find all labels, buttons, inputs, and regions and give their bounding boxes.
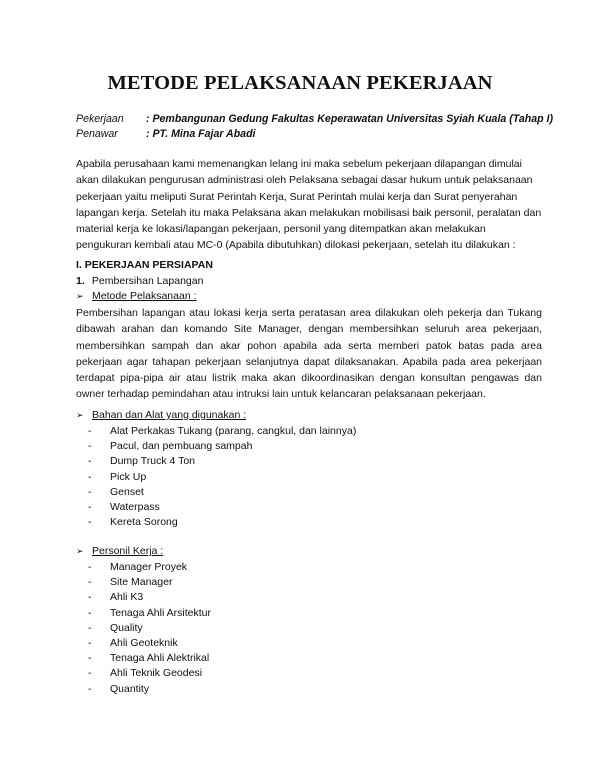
personil-list [88, 560, 211, 697]
list-item: - Pick Up [88, 470, 147, 483]
list-item: - Site Manager [88, 576, 173, 589]
list-item: - Ahli Geoteknik [88, 636, 178, 649]
section-heading: I. PEKERJAAN PERSIAPAN [76, 259, 213, 271]
list-item: - Ahli Teknik Geodesi [88, 667, 203, 680]
subsection-number: 1. [76, 275, 85, 287]
subsection-heading [76, 275, 203, 287]
bahan-label: Bahan dan Alat yang digunakan : [92, 409, 247, 421]
list-item: - Pacul, dan pembuang sampah [88, 440, 253, 453]
arrow-bullet-icon: ➢ [76, 546, 84, 556]
list-item: - Quantity [88, 682, 150, 695]
list-item: - Ahli K3 [88, 591, 144, 604]
metode-paragraph: Pembersihan lapangan atau lokasi kerja serta peratasan area dilakukan oleh pekerja dan Tukang dibawah arahan dan komando Site Manager, dengan membersihkan seluruh area pekerjaan, membersihkan sampah dan akar pohon apabila ada serta memberi patok batas pada area pekerjaan agar tahapan pekerjaan selanjutnya dapat dilaksanakan. Apabila pada area pekerjaan terdapat pipa-pipa air atau listrik maka akan dikoordinasikan dengan konsultan pengawas dan owner terhadap pemindahan atau intruksi lain untuk kelancaran pelaksanaan pekerjaan. [76, 307, 542, 401]
list-item: - Kereta Sorong [88, 516, 178, 529]
meta-value: : PT. Mina Fajar Abadi [146, 128, 256, 140]
personil-label: Personil Kerja : [92, 545, 164, 557]
metode-heading [76, 290, 197, 302]
meta-label: Pekerjaan [76, 113, 124, 125]
meta-value: : Pembangunan Gedung Fakultas Keperawatan Universitas Syiah Kuala (Tahap I) [146, 113, 553, 125]
arrow-bullet-icon: ➢ [76, 291, 84, 301]
bahan-list [88, 424, 356, 530]
personil-heading [76, 545, 163, 557]
list-item: - Manager Proyek [88, 561, 188, 573]
page-title: METODE PELAKSANAAN PEKERJAAN [107, 72, 493, 94]
list-item: - Tenaga Ahli Alektrikal [88, 652, 210, 665]
metode-label: Metode Pelaksanaan : [92, 290, 197, 302]
meta-label: Penawar [76, 128, 118, 140]
bahan-heading [76, 409, 246, 421]
arrow-bullet-icon: ➢ [76, 410, 84, 420]
list-item: - Tenaga Ahli Arsitektur [88, 606, 211, 619]
list-item: - Alat Perkakas Tukang (parang, cangkul, dan lainnya) [88, 425, 357, 437]
list-item: - Genset [88, 485, 144, 498]
list-item: - Waterpass [88, 500, 160, 513]
intro-paragraph: Apabila perusahaan kami memenangkan lelang ini maka sebelum pekerjaan dilapangan dimulai akan dilakukan pengurusan administrasi oleh Pelaksana sebagai dasar hukum untuk pelaksanaan pekerjaan yaitu meliputi Surat Perintah Kerja, Surat Perintah mulai kerja dan Surat penyerahan lapangan kerja. Setelah itu maka Pelaksana akan melakukan mobilisasi baik personil, peralatan dan material kerja ke lokasi/lapangan pekerjaan, personil yang ditempatkan akan melakukan pengukuran kembali atau MC-0 (Apabila dibutuhkan) dilokasi pekerjaan, setelah itu dilakukan : [76, 158, 542, 252]
list-item: - Quality [88, 621, 143, 634]
subsection-title: Pembersihan Lapangan [91, 275, 204, 287]
list-item: - Dump Truck 4 Ton [88, 455, 196, 468]
